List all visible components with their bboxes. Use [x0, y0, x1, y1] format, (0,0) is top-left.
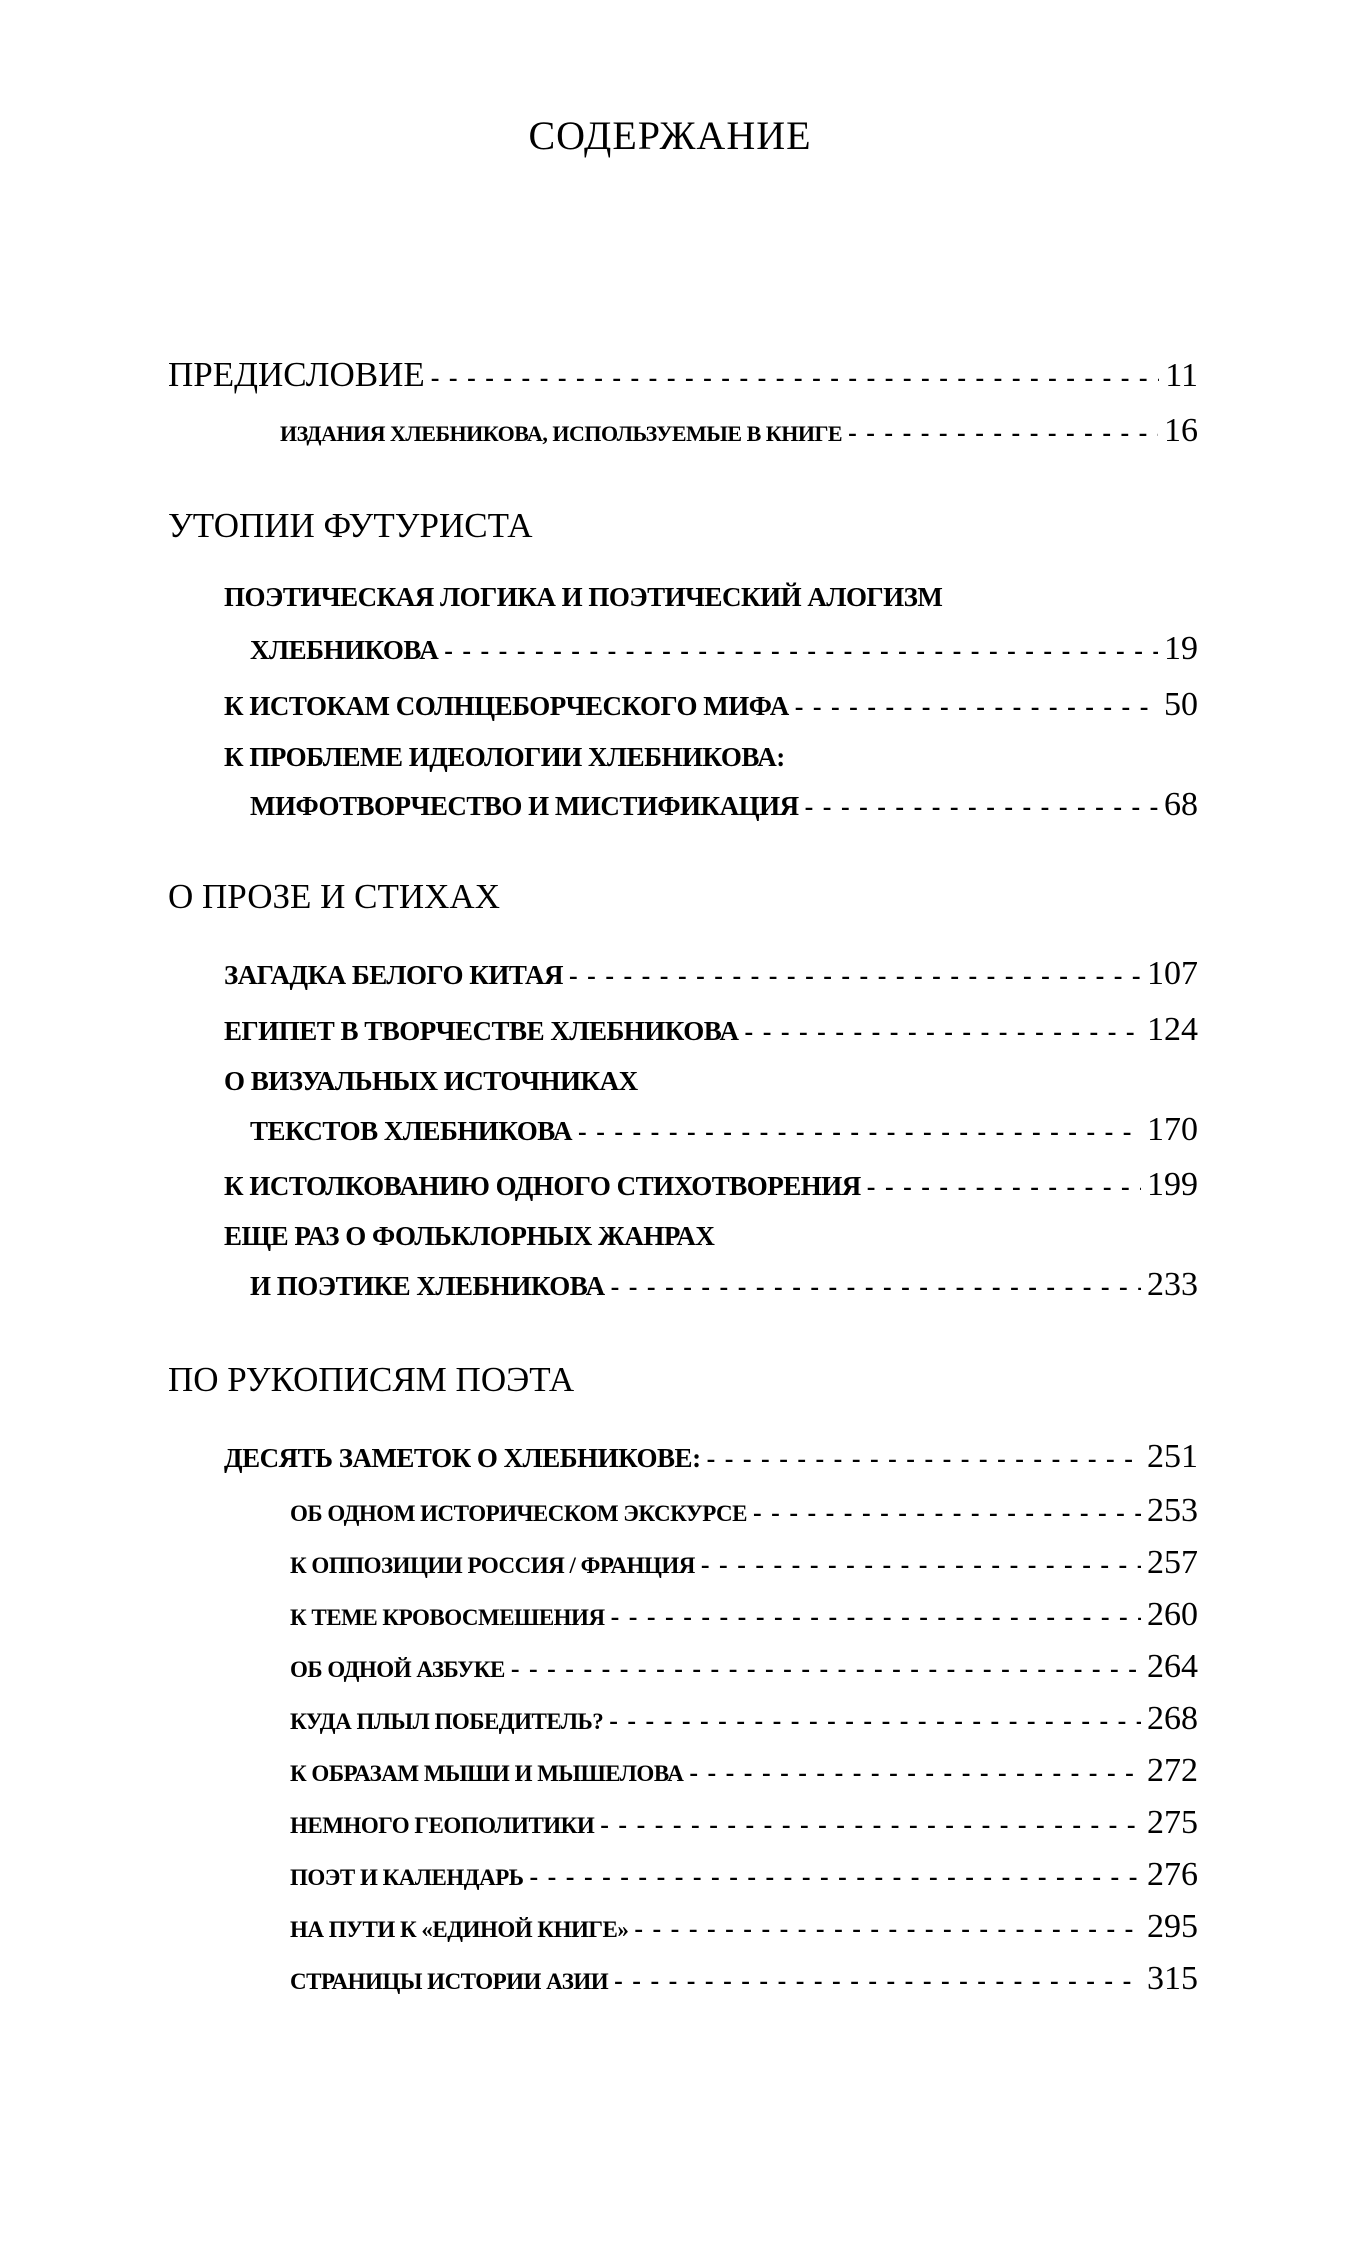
- toc-entry-label: К ОБРАЗАМ МЫШИ И МЫШЕЛОВА: [290, 1761, 684, 1786]
- toc-entry-label: КУДА ПЛЫЛ ПОБЕДИТЕЛЬ?: [290, 1709, 604, 1734]
- toc-page-number: 170: [1147, 1111, 1198, 1148]
- leader-dots: [600, 1810, 1141, 1840]
- toc-entry-egypt[interactable]: [224, 1011, 1198, 1049]
- toc-subentry[interactable]: [290, 1752, 1198, 1790]
- toc-subentry[interactable]: [290, 1492, 1198, 1530]
- leader-dots: [431, 363, 1159, 393]
- toc-page-number: 295: [1147, 1908, 1198, 1945]
- toc-entry-label-line1: ЕЩЕ РАЗ О ФОЛЬКЛОРНЫХ ЖАНРАХ: [224, 1221, 715, 1251]
- leader-dots: [753, 1498, 1141, 1528]
- leader-dots: [444, 636, 1158, 666]
- toc-entry-label-line1: О ВИЗУАЛЬНЫХ ИСТОЧНИКАХ: [224, 1066, 638, 1096]
- toc-entry-label: ЕГИПЕТ В ТВОРЧЕСТВЕ ХЛЕБНИКОВА: [224, 1016, 739, 1046]
- toc-entry-preface[interactable]: [168, 355, 1198, 395]
- toc-entry-label-line1: К ПРОБЛЕМЕ ИДЕОЛОГИИ ХЛЕБНИКОВА:: [224, 742, 785, 772]
- toc-subentry[interactable]: [290, 1856, 1198, 1894]
- leader-dots: [848, 418, 1158, 448]
- leader-dots: [529, 1862, 1141, 1892]
- toc-page-number: 276: [1147, 1856, 1198, 1893]
- toc-page-number: 257: [1147, 1544, 1198, 1581]
- leader-dots: [611, 1272, 1141, 1302]
- toc-entry-label: ДЕСЯТЬ ЗАМЕТОК О ХЛЕБНИКОВЕ:: [224, 1443, 701, 1473]
- toc-entry-ten-notes[interactable]: [224, 1438, 1198, 1476]
- toc-entry-label: СТРАНИЦЫ ИСТОРИИ АЗИИ: [290, 1969, 609, 1994]
- toc-subentry[interactable]: [290, 1908, 1198, 1946]
- toc-page-number: 16: [1164, 412, 1198, 449]
- toc-entry-label: И ПОЭТИКЕ ХЛЕБНИКОВА: [250, 1271, 605, 1301]
- page-title: СОДЕРЖАНИЕ: [528, 113, 812, 158]
- toc-entry-myth-sources[interactable]: [224, 686, 1198, 724]
- toc-entry-label: К ИСТОЛКОВАНИЮ ОДНОГО СТИХОТВОРЕНИЯ: [224, 1171, 861, 1201]
- leader-dots: [634, 1914, 1141, 1944]
- toc-entry-ideology[interactable]: [250, 786, 1198, 824]
- toc-page-number: 199: [1147, 1166, 1198, 1203]
- leader-dots: [689, 1758, 1141, 1788]
- section-heading: УТОПИИ ФУТУРИСТА: [168, 506, 533, 545]
- leader-dots: [745, 1017, 1141, 1047]
- toc-subentry[interactable]: [290, 1804, 1198, 1842]
- toc-subentry[interactable]: [290, 1544, 1198, 1582]
- toc-entry-label: ЗАГАДКА БЕЛОГО КИТАЯ: [224, 960, 564, 990]
- section-heading: ПО РУКОПИСЯМ ПОЭТА: [168, 1360, 575, 1399]
- toc-entry-label: НЕМНОГО ГЕОПОЛИТИКИ: [290, 1813, 595, 1838]
- toc-page-number: 11: [1165, 357, 1198, 394]
- toc-page-number: 19: [1164, 630, 1198, 667]
- toc-page-number: 272: [1147, 1752, 1198, 1789]
- toc-page-number: 268: [1147, 1700, 1198, 1737]
- toc-entry-logic[interactable]: [250, 630, 1198, 668]
- toc-entry-label: ОБ ОДНОМ ИСТОРИЧЕСКОМ ЭКСКУРСЕ: [290, 1501, 747, 1526]
- leader-dots: [795, 692, 1158, 722]
- leader-dots: [614, 1966, 1141, 1996]
- toc-page-number: 315: [1147, 1960, 1198, 1997]
- toc-entry-white-china[interactable]: [224, 955, 1198, 993]
- toc-entry-label: ТЕКСТОВ ХЛЕБНИКОВА: [250, 1116, 573, 1146]
- leader-dots: [609, 1706, 1141, 1736]
- toc-entry-folklore[interactable]: [250, 1266, 1198, 1304]
- toc-entry-label: К ИСТОКАМ СОЛНЦЕБОРЧЕСКОГО МИФА: [224, 691, 789, 721]
- toc-subentry[interactable]: [290, 1700, 1198, 1738]
- toc-entry-label-line1: ПОЭТИЧЕСКАЯ ЛОГИКА И ПОЭТИЧЕСКИЙ АЛОГИЗМ: [224, 582, 943, 612]
- toc-page-number: 233: [1147, 1266, 1198, 1303]
- toc-entry-visual-sources[interactable]: [250, 1111, 1198, 1149]
- toc-page-number: 251: [1147, 1438, 1198, 1475]
- toc-entry-label: ХЛЕБНИКОВА: [250, 635, 439, 665]
- toc-subentry[interactable]: [290, 1648, 1198, 1686]
- toc-page-number: 260: [1147, 1596, 1198, 1633]
- toc-page-number: 124: [1147, 1011, 1198, 1048]
- toc-page-number: 275: [1147, 1804, 1198, 1841]
- leader-dots: [578, 1117, 1141, 1147]
- toc-page-number: 264: [1147, 1648, 1198, 1685]
- toc-subentry[interactable]: [290, 1960, 1198, 1998]
- leader-dots: [569, 961, 1141, 991]
- leader-dots: [701, 1550, 1141, 1580]
- leader-dots: [805, 792, 1158, 822]
- toc-page-number: 68: [1164, 786, 1198, 823]
- toc-entry-label: ПОЭТ И КАЛЕНДАРЬ: [290, 1865, 524, 1890]
- toc-page-number: 107: [1147, 955, 1198, 992]
- toc-entry-label: НА ПУТИ К «ЕДИНОЙ КНИГЕ»: [290, 1917, 629, 1942]
- toc-page-number: 50: [1164, 686, 1198, 723]
- toc-entry-label: ПРЕДИСЛОВИЕ: [168, 355, 425, 394]
- leader-dots: [511, 1654, 1141, 1684]
- toc-entry-one-poem[interactable]: [224, 1166, 1198, 1204]
- leader-dots: [611, 1602, 1141, 1632]
- leader-dots: [867, 1172, 1141, 1202]
- toc-entry-label: К ТЕМЕ КРОВОСМЕШЕНИЯ: [290, 1605, 605, 1630]
- section-heading: О ПРОЗЕ И СТИХАХ: [168, 877, 500, 916]
- toc-entry-label: К ОППОЗИЦИИ РОССИЯ / ФРАНЦИЯ: [290, 1553, 695, 1578]
- toc-page-number: 253: [1147, 1492, 1198, 1529]
- toc-entry-editions[interactable]: [280, 412, 1198, 450]
- leader-dots: [707, 1444, 1141, 1474]
- toc-entry-label: МИФОТВОРЧЕСТВО И МИСТИФИКАЦИЯ: [250, 791, 799, 821]
- toc-entry-label: ОБ ОДНОЙ АЗБУКЕ: [290, 1657, 505, 1682]
- toc-entry-label: ИЗДАНИЯ ХЛЕБНИКОВА, ИСПОЛЬЗУЕМЫЕ В КНИГЕ: [280, 421, 843, 446]
- toc-subentry[interactable]: [290, 1596, 1198, 1634]
